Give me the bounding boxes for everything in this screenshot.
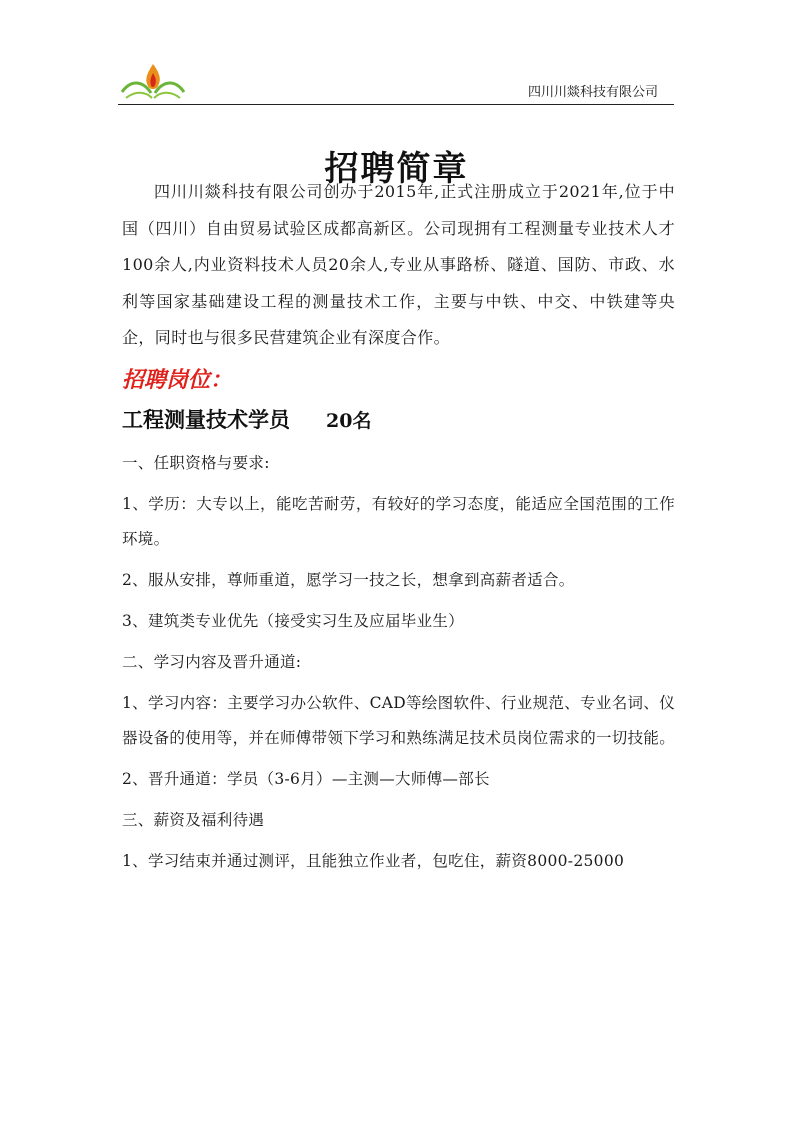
list-item: 3、建筑类专业优先（接受实习生及应届毕业生）: [122, 611, 464, 630]
page-header: [118, 60, 674, 105]
list-item: 一、任职资格与要求:: [122, 453, 270, 472]
company-intro: [122, 174, 675, 357]
position-count: 20名: [326, 409, 372, 432]
requirements-list: [122, 446, 675, 879]
list-item: 2、服从安排，尊师重道，愿学习一技之长，想拿到高薪者适合。: [122, 570, 575, 589]
position-name: 工程测量技术学员: [122, 407, 290, 432]
position-title: [122, 401, 675, 440]
document-body: [122, 174, 675, 885]
section-heading-positions: 招聘岗位：: [122, 367, 233, 393]
intro-paragraph: 四川川燚科技有限公司创办于2015年,正式注册成立于2021年,位于中国（四川）自由贸易试验区成都高新区。公司现拥有工程测量专业技术人才100余人,内业资料技术人员20余人,专业从事路桥、隧道、国防、市政、水利等国家基础建设工程的测量技术工作，主要与中铁、中交、中铁建等央企，同时也与很多民营建筑企业有深度合作。: [122, 182, 675, 347]
document-title: 招聘简章: [324, 148, 469, 189]
list-item: 二、学习内容及晋升通道:: [122, 652, 302, 671]
company-logo-icon: [118, 60, 188, 100]
list-item: 1、学习结束并通过测评，且能独立作业者，包吃住，薪资8000-25000: [122, 851, 625, 870]
list-item: 1、学习内容：主要学习办公软件、CAD等绘图软件、行业规范、专业名词、仪器设备的使用等，并在师傅带领下学习和熟练满足技术员岗位需求的一切技能。: [122, 693, 676, 747]
list-item: 1、学历：大专以上，能吃苦耐劳，有较好的学习态度，能适应全国范围的工作环境。: [122, 494, 675, 548]
list-item: 三、薪资及福利待遇: [122, 810, 265, 829]
header-company-name: 四川川燚科技有限公司: [527, 85, 658, 100]
list-item: 2、晋升通道：学员（3-6月）—主测—大师傅—部长: [122, 769, 490, 788]
